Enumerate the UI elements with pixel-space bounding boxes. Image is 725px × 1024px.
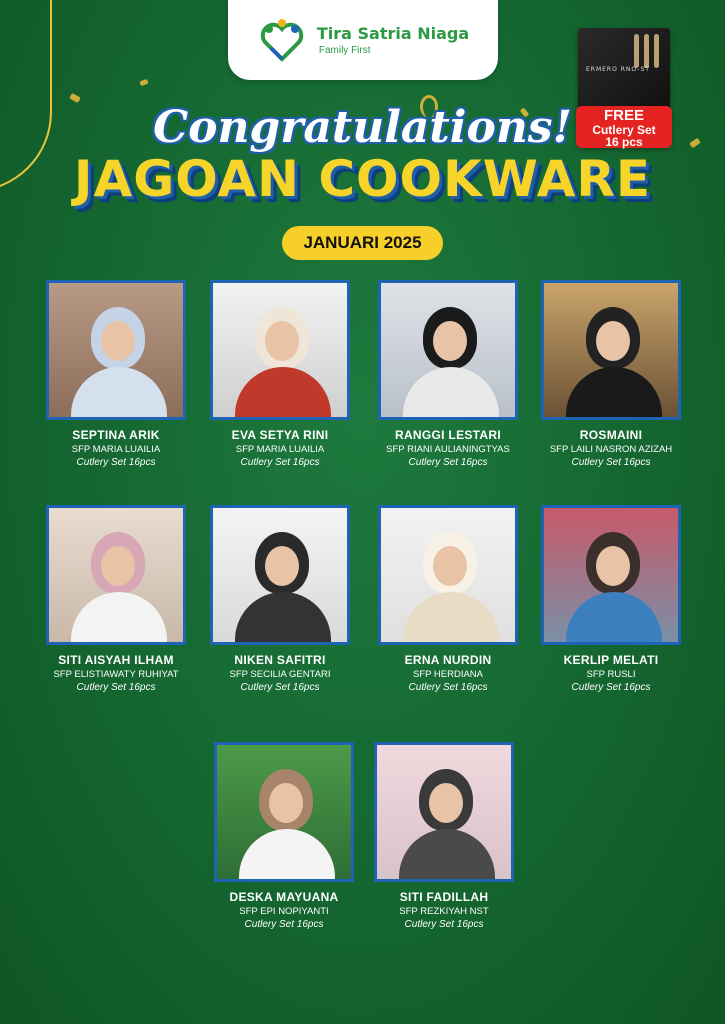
family-heart-logo-icon: [257, 15, 307, 65]
winner-photo: [541, 505, 681, 645]
winner-photo: [374, 742, 514, 882]
winner-card: [209, 742, 359, 930]
winner-name: ROSMAINI: [579, 428, 643, 442]
winner-photo: [214, 742, 354, 882]
winner-card: [41, 280, 191, 468]
winner-prize: Cutlery Set 16pcs: [240, 682, 320, 693]
winner-sfp: SFP REZKIYAH NST: [399, 906, 489, 917]
winner-sfp: SFP RUSLI: [586, 669, 636, 680]
winner-name: KERLIP MELATI: [563, 653, 659, 667]
product-box-title: ERMERO RNO-ST: [586, 66, 650, 73]
winner-prize: Cutlery Set 16pcs: [571, 682, 651, 693]
winner-sfp: SFP MARIA LUAILIA: [235, 444, 325, 455]
congratulations-heading: Congratulations!: [153, 102, 572, 153]
winner-sfp: SFP EPI NOPIYANTI: [239, 906, 329, 917]
brand-name: Tira Satria Niaga: [316, 24, 470, 43]
winner-sfp: SFP MARIA LUAILIA: [71, 444, 161, 455]
winner-card: [369, 742, 519, 930]
fork-icon: [634, 34, 639, 68]
winner-card: [373, 505, 523, 693]
winner-card: [536, 280, 686, 468]
gift-name: Cutlery Set: [592, 123, 656, 137]
confetti: [139, 79, 148, 86]
winner-name: ERNA NURDIN: [404, 653, 492, 667]
winner-photo: [210, 505, 350, 645]
winner-photo: [541, 280, 681, 420]
winner-name: SITI AISYAH ILHAM: [58, 653, 174, 667]
page-title: JAGOAN COOKWARE: [73, 150, 652, 208]
winner-name: EVA SETYA RINI: [231, 428, 329, 442]
winner-sfp: SFP HERDIANA: [412, 669, 484, 680]
winner-card: [205, 505, 355, 693]
winner-prize: Cutlery Set 16pcs: [76, 457, 156, 468]
winner-sfp: SFP RIANI AULIANINGTYAS: [386, 444, 510, 455]
winner-name: NIKEN SAFITRI: [234, 653, 326, 667]
winner-card: [373, 280, 523, 468]
winner-card: [41, 505, 191, 693]
winner-sfp: SFP LAILI NASRON AZIZAH: [549, 444, 673, 455]
winner-prize: Cutlery Set 16pcs: [76, 682, 156, 693]
winner-card: [205, 280, 355, 468]
cutlery-product-box: [578, 28, 670, 112]
winner-name: SEPTINA ARIK: [72, 428, 160, 442]
free-label: FREE: [603, 107, 644, 124]
knife-icon: [654, 34, 659, 68]
winner-photo: [46, 505, 186, 645]
winner-photo: [210, 280, 350, 420]
spoon-icon: [644, 34, 649, 68]
winner-prize: Cutlery Set 16pcs: [240, 457, 320, 468]
winner-photo: [378, 280, 518, 420]
winner-prize: Cutlery Set 16pcs: [571, 457, 651, 468]
winner-prize: Cutlery Set 16pcs: [408, 457, 488, 468]
winner-name: RANGGI LESTARI: [395, 428, 501, 442]
brand-logo-card: [228, 0, 498, 80]
winner-photo: [46, 280, 186, 420]
winner-photo: [378, 505, 518, 645]
winner-card: [536, 505, 686, 693]
winner-name: DESKA MAYUANA: [229, 890, 339, 904]
winner-sfp: SFP SECILIA GENTARI: [229, 669, 331, 680]
winner-prize: Cutlery Set 16pcs: [404, 919, 484, 930]
gift-quantity: 16 pcs: [605, 135, 643, 149]
winner-prize: Cutlery Set 16pcs: [244, 919, 324, 930]
winner-sfp: SFP ELISTIAWATY RUHIYAT: [53, 669, 179, 680]
winner-name: SITI FADILLAH: [399, 890, 489, 904]
brand-tagline: Family First: [318, 45, 371, 56]
winner-prize: Cutlery Set 16pcs: [408, 682, 488, 693]
period-badge: JANUARI 2025: [282, 226, 443, 260]
